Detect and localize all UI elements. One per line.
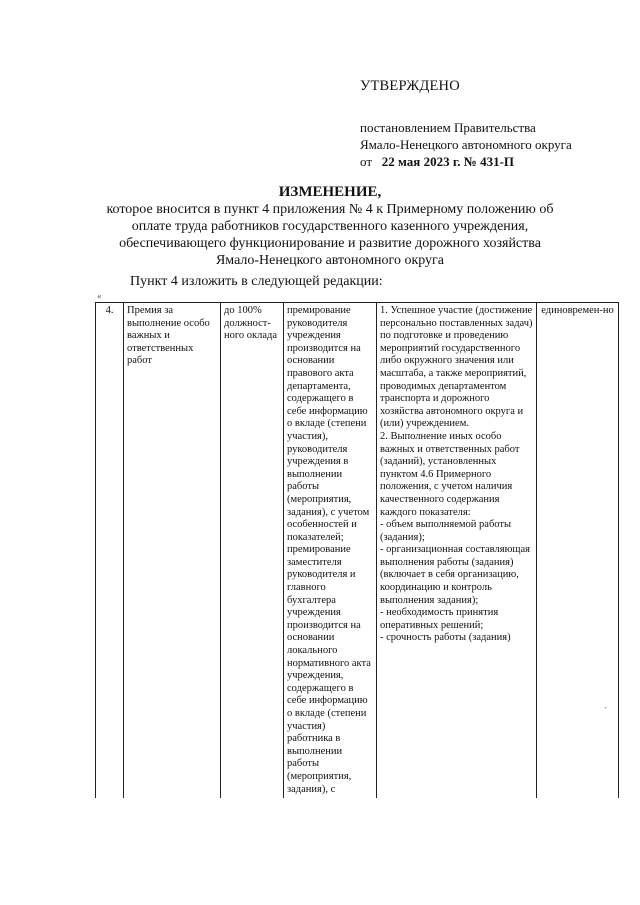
side-mark: - (604, 702, 607, 712)
row-procedure: премирование руководителя учреждения производится на основании правового акта департамента, содержащего в себе информацию о вкладе (степени участия), руководителя учреждения в выполнении работы (мероприятия, задания), с учетом особенностей и показателей; премирование заместителя руководителя и главного бухгалтера учреждения производится на основании локального нормативного акта учреждения, содержащего в себе информацию о вкладе (степени участия) работника в выполнении работы (мероприятия, задания), с (284, 303, 377, 799)
quote-mark: « (97, 291, 102, 301)
condition-item: 2. Выполнение иных особо важных и ответственных работ (заданий), установленных пунктом 4.6 Примерного положения, с учетом наличия качественного содержания каждого показателя: (380, 430, 520, 518)
row-amount: до 100% должност-ного оклада (221, 303, 284, 799)
condition-item: 1. Успешное участие (достижение персонально поставленных задач) по подготовке и проведению мероприятий государственного либо окружного значения или масштаба, а также мероприятий, проводимых департаментом транспорта и дорожного хозяйства автономного округа и (или) учреждением. (380, 305, 533, 430)
row-name: Премия за выполнение особо важных и ответственных работ (124, 303, 221, 799)
row-number: 4. (96, 303, 124, 799)
approval-heading: УТВЕРЖДЕНО (360, 78, 460, 94)
condition-item: - организационная составляющая выполнения работы (задания) (включает в себя организацию, координацию и контроль выполнения задания); (380, 544, 530, 606)
condition-item: - необходимость принятия оперативных решений; (380, 607, 499, 631)
title-heading: ИЗМЕНЕНИЕ, (278, 184, 382, 200)
title-line-4: Ямало-Ненецкого автономного округа (215, 253, 445, 268)
title-line-2: оплате труда работников государственного казенного учреждения, (131, 219, 529, 234)
table-row (96, 303, 619, 799)
condition-item: - объем выполняемой работы (задания); (380, 519, 512, 543)
row-periodicity: единовремен-но (537, 303, 619, 799)
approval-line-1: постановлением Правительства (360, 120, 536, 135)
title-line-3: обеспечивающего функционирование и развитие дорожного хозяйства (119, 236, 541, 251)
approval-date-prefix: от (360, 154, 373, 169)
intro-text: Пункт 4 изложить в следующей редакции: (130, 274, 383, 289)
document-title (100, 184, 560, 269)
approval-date-line (360, 153, 620, 170)
bonus-table (95, 302, 619, 798)
approval-date-value: 22 мая 2023 г. № 431-П (381, 154, 515, 169)
row-conditions (377, 303, 537, 799)
title-line-1: которое вносится в пункт 4 приложения № 4 к Примерному положению об (106, 202, 554, 217)
approval-line-2: Ямало-Ненецкого автономного округа (360, 137, 572, 152)
condition-item: - срочность работы (задания) (380, 632, 511, 644)
approval-stamp (360, 78, 620, 170)
